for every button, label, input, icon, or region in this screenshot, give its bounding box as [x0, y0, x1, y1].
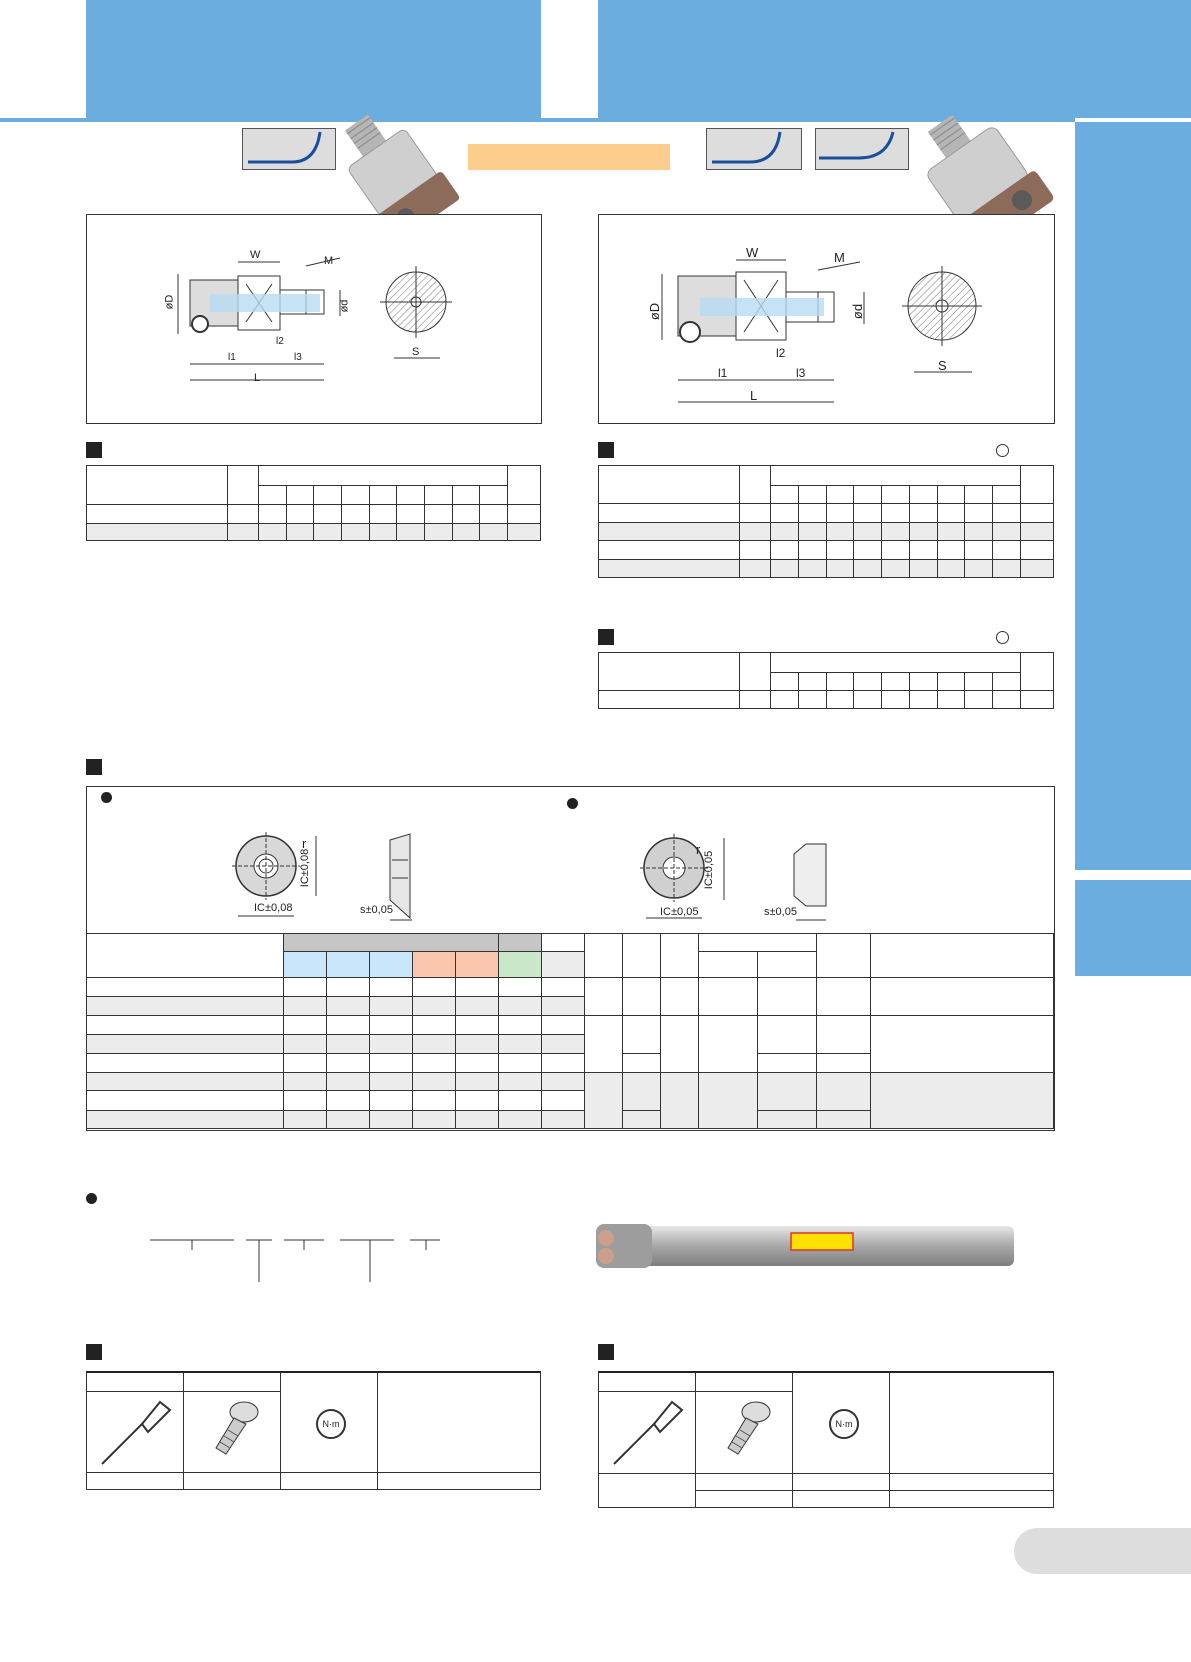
- stock-circle-icon: [996, 444, 1009, 457]
- dimension-table-left: [86, 465, 541, 541]
- code-bullet: [86, 1193, 97, 1204]
- torque-icon-right: N·m: [829, 1409, 859, 1439]
- technical-drawing-right: [650, 256, 990, 410]
- section-marker-right-table: [598, 442, 614, 458]
- screwdriver-icon-left: [94, 1394, 178, 1470]
- insert-right-bullet: [567, 798, 578, 809]
- dim-M-left: M: [324, 255, 334, 267]
- dim-W-right: W: [746, 245, 759, 260]
- dim-S-right: S: [938, 358, 947, 373]
- dim-l1-left: l1: [228, 352, 236, 363]
- section-marker-parts-right: [598, 1344, 614, 1360]
- screw-icon-right: [718, 1396, 772, 1458]
- insert-table: [86, 933, 1054, 1129]
- header-band-left: [86, 0, 541, 118]
- side-tab-lower: [1075, 880, 1191, 976]
- insert-left-bullet: [101, 792, 112, 803]
- insert-left-ic-bottom: IC±0,08: [254, 902, 293, 914]
- section-marker-inserts: [86, 759, 102, 775]
- page-number-tab: [1014, 1528, 1191, 1574]
- insert-right-ic-bottom: IC±0,05: [660, 906, 699, 918]
- stock-circle-icon-2: [996, 631, 1009, 644]
- dim-D-left: øD: [163, 294, 176, 310]
- screwdriver-icon-right: [606, 1394, 690, 1470]
- dim-L-left: L: [254, 372, 261, 384]
- dim-S-left: S: [412, 346, 420, 358]
- insert-right-ic-side: IC±0,05: [703, 850, 716, 890]
- profile-icon-right-b: [815, 128, 909, 170]
- insert-left-s: s±0,05: [360, 904, 393, 916]
- dim-L-right: L: [750, 388, 758, 403]
- dimension-table-right: [598, 465, 1054, 578]
- dim-l2-right: l2: [776, 346, 786, 360]
- header-band-right: [598, 0, 1191, 118]
- insert-left-ic-side: IC±0,08: [299, 848, 312, 888]
- dim-l2-left: l2: [276, 336, 284, 347]
- dim-d-right: ød: [850, 303, 866, 320]
- dim-d-left: ød: [338, 299, 351, 313]
- dim-l1-right: l1: [718, 366, 728, 380]
- dim-M-right: M: [834, 250, 845, 265]
- insert-right-s: s±0,05: [764, 906, 797, 918]
- dim-D-right: øD: [647, 302, 663, 321]
- dimension-table-right-2: [598, 652, 1054, 709]
- dim-W-left: W: [250, 249, 261, 261]
- orange-label-bar: [468, 144, 670, 170]
- dim-l3-right: l3: [796, 366, 806, 380]
- insert-left-r: r: [302, 836, 307, 851]
- long-shank-cutter-photo: [590, 1222, 1018, 1270]
- dim-l3-left: l3: [294, 352, 302, 363]
- torque-icon-left: N·m: [316, 1409, 346, 1439]
- profile-icon-right-a: [706, 128, 802, 170]
- profile-icon-left: [242, 128, 336, 170]
- section-marker-parts-left: [86, 1344, 102, 1360]
- section-marker-right-table-2: [598, 629, 614, 645]
- technical-drawing-left: [160, 246, 460, 396]
- side-tab-upper: [1075, 122, 1191, 870]
- section-marker-left-table: [86, 442, 102, 458]
- insert-right-r: r: [696, 842, 701, 857]
- code-designation-lines: [146, 1236, 446, 1286]
- screw-icon-left: [206, 1396, 260, 1458]
